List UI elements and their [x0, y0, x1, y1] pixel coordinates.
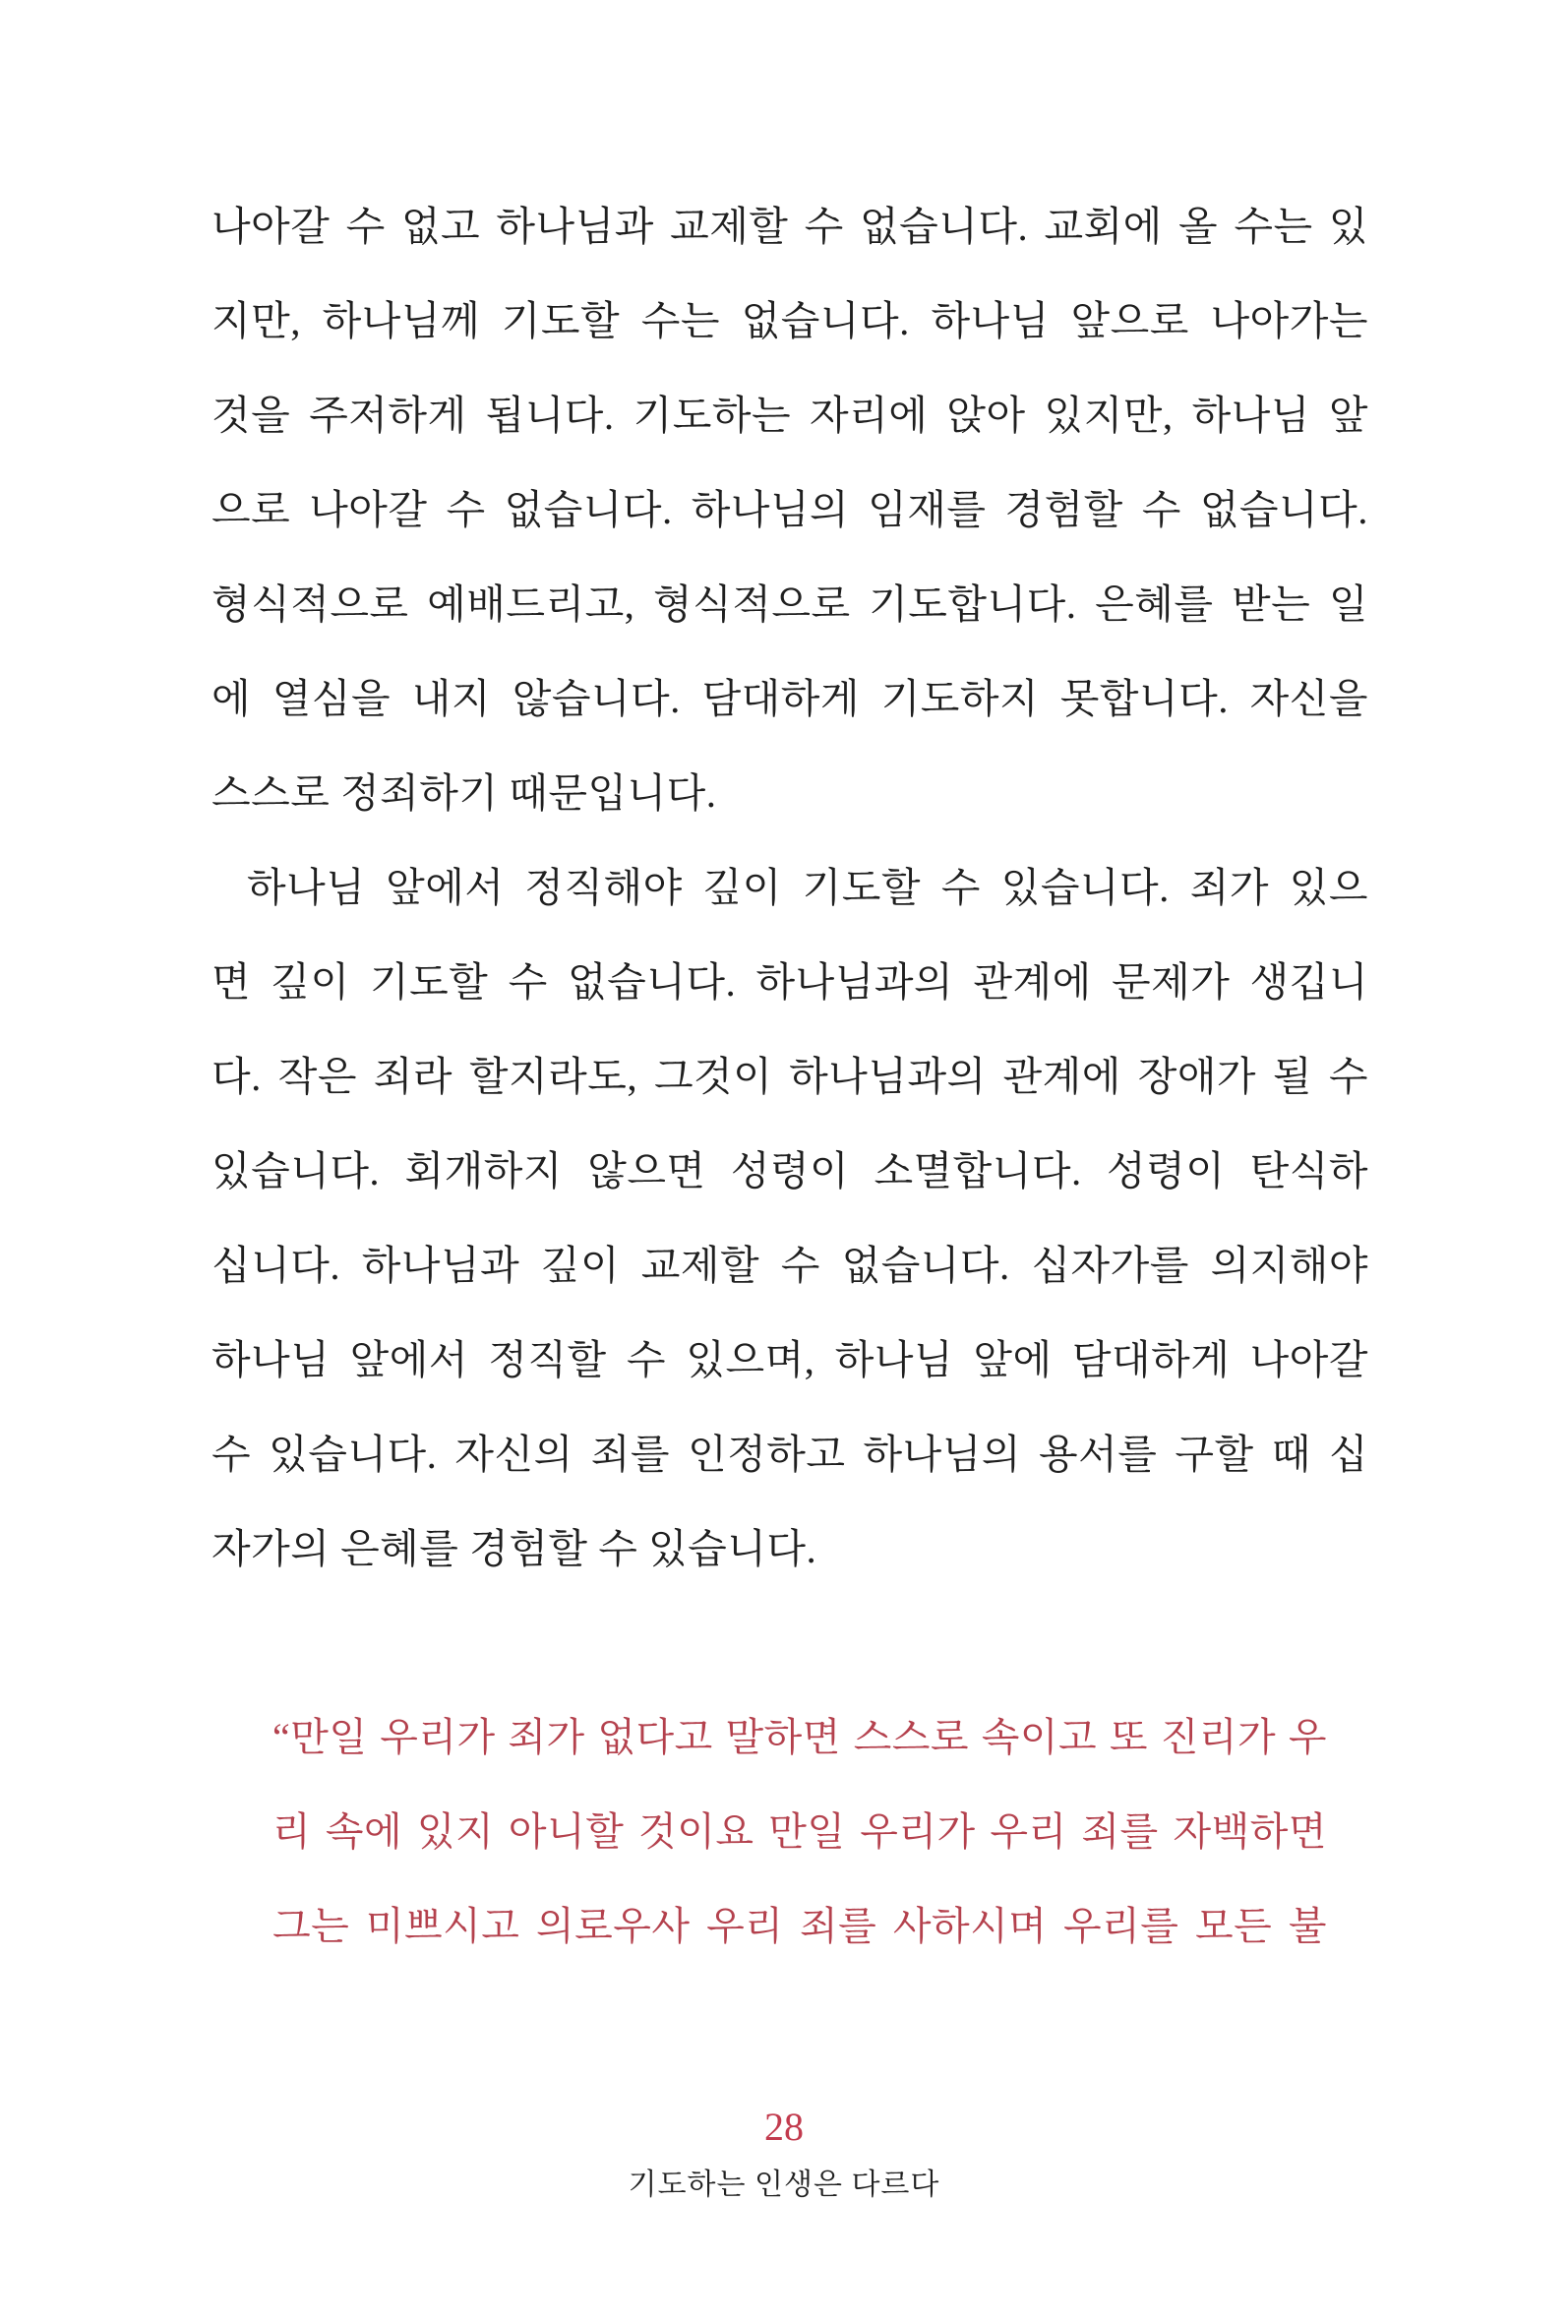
- text-line: 있습니다. 회개하지 않으면 성령이 소멸합니다. 성령이 탄식하: [211, 1148, 1368, 1193]
- page-footer: [0, 2104, 1568, 2202]
- text-line: 나아갈 수 없고 하나님과 교제할 수 없습니다. 교회에 올 수는 있: [211, 204, 1368, 249]
- text-line: 에 열심을 내지 않습니다. 담대하게 기도하지 못합니다. 자신을: [211, 676, 1368, 721]
- text-line: 하나님 앞에서 정직해야 깊이 기도할 수 있습니다. 죄가 있으: [247, 865, 1368, 910]
- text-line: 스스로 정죄하기 때문입니다.: [211, 770, 717, 816]
- running-footer-title: 기도하는 인생은 다르다: [628, 2169, 940, 2201]
- page-number: 28: [764, 2105, 804, 2149]
- quote-line: 리 속에 있지 아니할 것이요 만일 우리가 우리 죄를 자백하면: [272, 1809, 1327, 1854]
- text-line: 면 깊이 기도할 수 없습니다. 하나님과의 관계에 문제가 생깁니: [211, 959, 1368, 1005]
- text-line: 수 있습니다. 자신의 죄를 인정하고 하나님의 용서를 구할 때 십: [211, 1432, 1368, 1477]
- paragraph-1: [211, 179, 1368, 840]
- quote-line: 그는 미쁘시고 의로우사 우리 죄를 사하시며 우리를 모든 불: [272, 1904, 1327, 1948]
- text-line: 지만, 하나님께 기도할 수는 없습니다. 하나님 앞으로 나아가는: [211, 298, 1368, 343]
- text-line: 것을 주저하게 됩니다. 기도하는 자리에 앉아 있지만, 하나님 앞: [211, 393, 1368, 438]
- paragraph-2: [211, 840, 1368, 1596]
- quote-line: “만일 우리가 죄가 없다고 말하면 스스로 속이고 또 진리가 우: [272, 1715, 1327, 1759]
- text-line: 자가의 은혜를 경험할 수 있습니다.: [211, 1526, 817, 1571]
- text-line: 형식적으로 예배드리고, 형식적으로 기도합니다. 은혜를 받는 일: [211, 581, 1368, 627]
- text-line: 다. 작은 죄라 할지라도, 그것이 하나님과의 관계에 장애가 될 수: [211, 1054, 1368, 1099]
- scripture-quote: [272, 1690, 1327, 1974]
- text-line: 으로 나아갈 수 없습니다. 하나님의 임재를 경험할 수 없습니다.: [211, 487, 1368, 532]
- text-line: 하나님 앞에서 정직할 수 있으며, 하나님 앞에 담대하게 나아갈: [211, 1337, 1368, 1382]
- text-line: 십니다. 하나님과 깊이 교제할 수 없습니다. 십자가를 의지해야: [211, 1243, 1368, 1288]
- page-body: [211, 179, 1368, 1974]
